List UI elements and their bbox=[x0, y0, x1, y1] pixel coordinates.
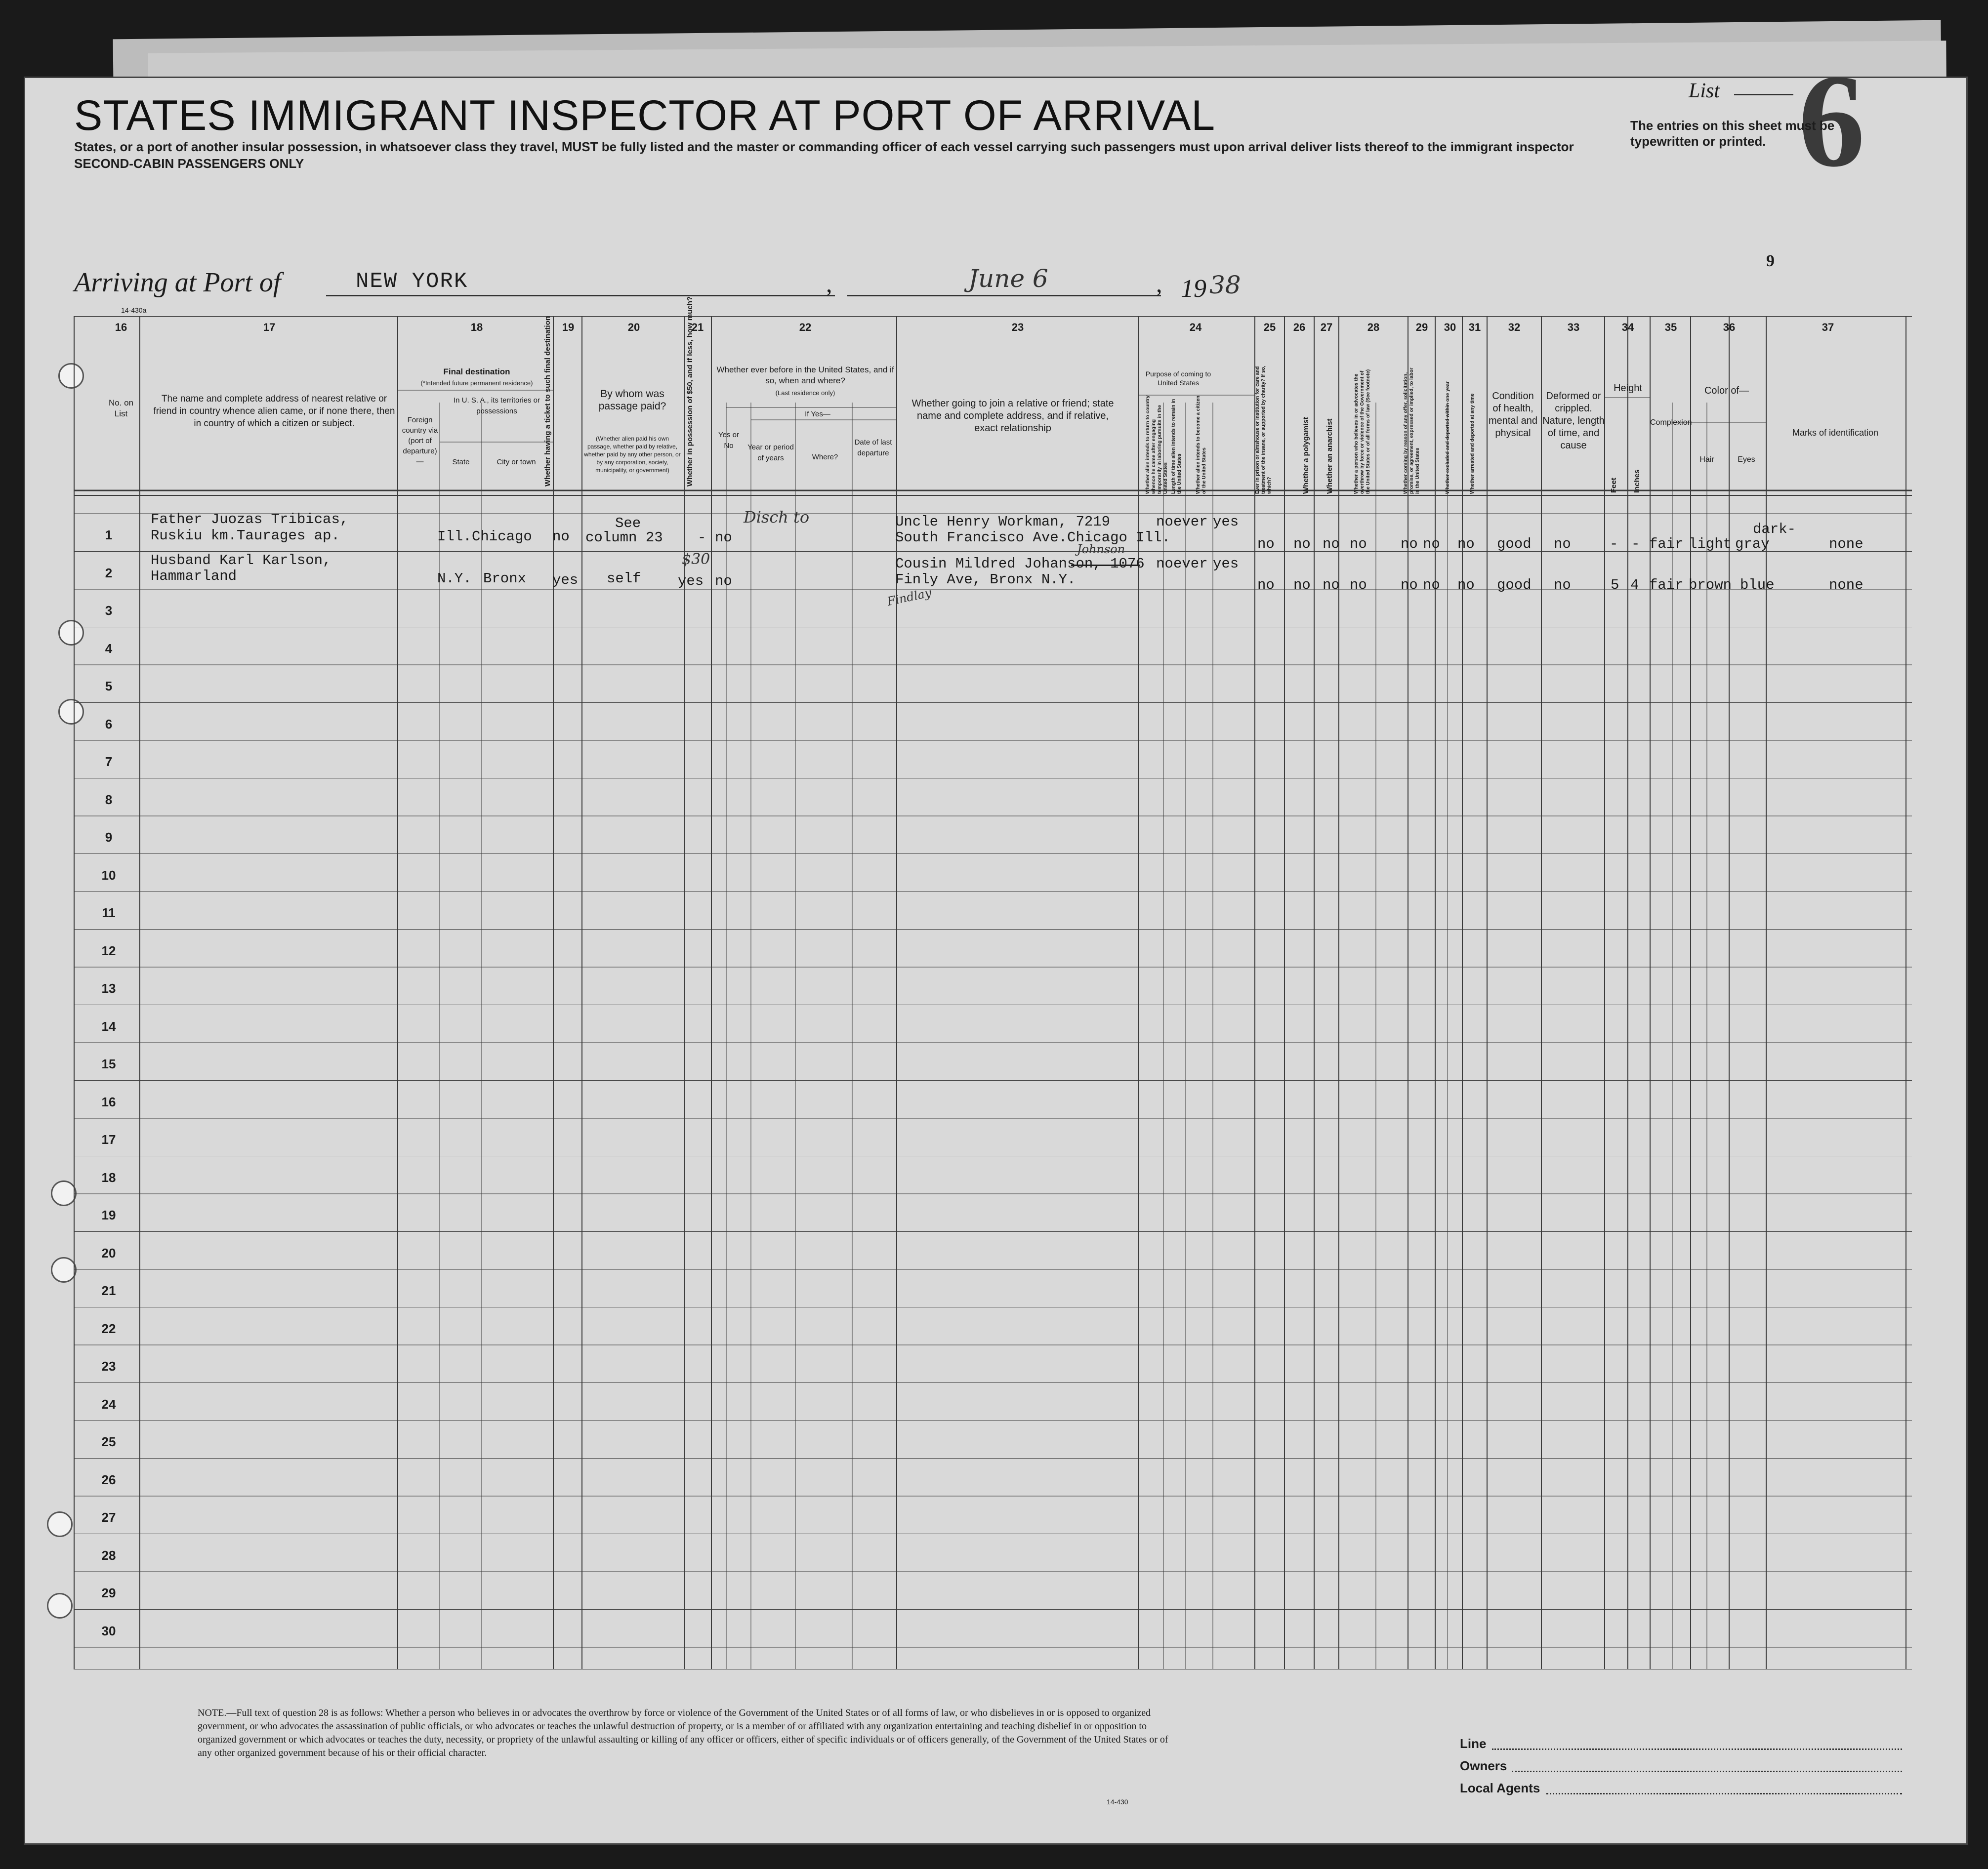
entry-1-deformed: no bbox=[1554, 536, 1571, 552]
column-number: 34 bbox=[1621, 321, 1634, 333]
header-ticket: Whether having a ticket to such final destination bbox=[543, 316, 552, 487]
header-year: Year or period of years bbox=[747, 443, 794, 462]
entry-2-money: yes bbox=[678, 573, 704, 589]
header-excluded: Whether excluded and deported within one year bbox=[1445, 381, 1450, 494]
date-underline bbox=[847, 295, 1161, 296]
row-number: 20 bbox=[101, 1245, 116, 1260]
entry-2-inches: 4 bbox=[1630, 577, 1639, 593]
header-deported: Whether arrested and deported at any time bbox=[1470, 393, 1475, 494]
row-number: 2 bbox=[105, 565, 113, 580]
entry-2-deported: no bbox=[1457, 577, 1475, 593]
entry-2-deformed: no bbox=[1554, 577, 1571, 593]
instructions-line: States, or a port of another insular possession, in whatsoever class they travel, MUST be fully listed and the master or commanding officer of each vessel carrying such passengers must upon arrival deliver lists thereof to the immigrant inspector bbox=[74, 139, 1574, 154]
header-deformed: Deformed or crippled. Nature, length of time, and cause bbox=[1542, 391, 1605, 451]
entry-2-anarchist: no bbox=[1323, 577, 1340, 593]
header-purpose-remain: Length of time alien intends to remain in the United States bbox=[1171, 399, 1182, 494]
entry-2-passage: self bbox=[607, 570, 641, 587]
entry-1-eyes: dark- bbox=[1753, 521, 1796, 537]
column-number: 29 bbox=[1415, 321, 1428, 333]
entry-1-offer: no bbox=[1401, 536, 1418, 552]
entry-2-return: no bbox=[1156, 556, 1173, 572]
entry-2-eyes: blue bbox=[1740, 577, 1775, 593]
header-usa: In U. S. A., its territories or possessions bbox=[453, 396, 540, 415]
column-number: 16 bbox=[115, 321, 127, 333]
header-height: Height bbox=[1614, 383, 1642, 394]
header-marks: Marks of identification bbox=[1792, 428, 1879, 438]
instructions-text bbox=[74, 138, 1606, 172]
column-number: 20 bbox=[627, 321, 640, 333]
entry-1-health: good bbox=[1497, 536, 1532, 552]
header-before-us: Whether ever before in the United States, and if so, when and where? bbox=[716, 365, 894, 385]
row-number: 22 bbox=[101, 1321, 116, 1336]
header-before-us-note: (Last residence only) bbox=[775, 389, 835, 397]
row-number: 1 bbox=[105, 528, 113, 542]
header-offer: Whether coming by reason of any offer, solicitation, promise, or agreement, expressed or implied, to labor in the United States bbox=[1403, 367, 1420, 494]
list-note: The entries on this sheet must be typewritten or printed. bbox=[1630, 118, 1835, 149]
entry-2-join-correction: Johnson bbox=[1077, 542, 1125, 556]
entry-1-passage-2: column 23 bbox=[585, 529, 663, 546]
row-number: 5 bbox=[105, 679, 113, 693]
column-number: 26 bbox=[1293, 321, 1306, 333]
header-foreign-country: Foreign country via (port of departure)— bbox=[402, 416, 438, 466]
year-prefix: 19 bbox=[1181, 275, 1206, 303]
row-number: 14 bbox=[101, 1018, 116, 1034]
row-number: 8 bbox=[105, 792, 113, 807]
column-number: 23 bbox=[1011, 321, 1024, 333]
row-number: 9 bbox=[105, 830, 113, 845]
page-title: STATES IMMIGRANT INSPECTOR AT PORT OF ARRIVAL bbox=[74, 92, 1216, 139]
header-purpose-return: Whether alien intends to return to country whence he came after engaging temporarily in laboring pursuits in the United States bbox=[1145, 395, 1168, 494]
entry-1-before-note: Disch to bbox=[744, 508, 810, 527]
header-purpose-citizen: Whether alien intends to become a citizen of the United States bbox=[1196, 396, 1207, 494]
column-number: 31 bbox=[1468, 321, 1481, 333]
entry-1-excluded: no bbox=[1423, 536, 1440, 552]
header-city: City or town bbox=[497, 458, 536, 466]
header-eyes: Eyes bbox=[1738, 455, 1755, 464]
entry-2-before-us: no bbox=[715, 573, 732, 589]
row-number: 12 bbox=[101, 943, 116, 958]
entry-1-remain: ever bbox=[1173, 514, 1208, 530]
row-number: 19 bbox=[101, 1208, 116, 1222]
entry-1-before-us: no bbox=[715, 529, 732, 546]
header-passage-paid: By whom was passage paid? bbox=[598, 388, 666, 412]
comma: , bbox=[1156, 270, 1162, 297]
entry-1-money: - bbox=[698, 529, 706, 546]
entry-2-offer: no bbox=[1401, 577, 1418, 593]
column-number: 36 bbox=[1723, 321, 1736, 333]
header-no-on-list: No. on List bbox=[108, 398, 134, 418]
row-number: 27 bbox=[101, 1510, 116, 1525]
row-number: 3 bbox=[105, 603, 113, 618]
port-underline bbox=[326, 295, 835, 296]
entry-1-join-address: South Francisco Ave.Chicago Ill. bbox=[895, 529, 1170, 546]
footer-form-number: 14-430 bbox=[1107, 1798, 1128, 1806]
column-number: 32 bbox=[1508, 321, 1521, 333]
arrival-year: 38 bbox=[1209, 271, 1241, 299]
entry-2-hair: brown bbox=[1689, 577, 1732, 593]
form-number: 14-430a bbox=[121, 306, 147, 314]
list-number: 6 bbox=[1798, 47, 1865, 195]
header-state: State bbox=[452, 458, 470, 466]
column-number: 33 bbox=[1567, 321, 1580, 333]
entry-1-inches: - bbox=[1631, 536, 1640, 552]
entry-1-eyes-2: gray bbox=[1735, 536, 1770, 552]
row-number: 23 bbox=[101, 1359, 116, 1374]
entry-2-remain: ever bbox=[1173, 556, 1208, 572]
row-number: 24 bbox=[101, 1396, 116, 1412]
entry-1-overthrow: no bbox=[1350, 536, 1367, 552]
list-underline bbox=[1734, 94, 1793, 95]
entry-1-state: Ill. bbox=[437, 528, 472, 545]
row-number: 17 bbox=[101, 1132, 116, 1147]
entry-2-ticket: yes bbox=[552, 572, 579, 588]
entry-1-relative-address: Ruskiu km.Taurages ap. bbox=[151, 528, 340, 544]
row-number: 4 bbox=[105, 641, 113, 656]
comma: , bbox=[826, 270, 832, 297]
entry-2-overthrow: no bbox=[1350, 577, 1367, 593]
row-number: 25 bbox=[101, 1434, 116, 1449]
column-number: 24 bbox=[1189, 321, 1202, 333]
header-where: Where? bbox=[812, 453, 838, 461]
header-prison: Ever in prison or almshouse or institution for care and treatment of the insane, or supported by charity? If so, which? bbox=[1255, 366, 1272, 494]
column-number: 28 bbox=[1367, 321, 1380, 333]
header-relative: The name and complete address of nearest relative or friend in country whence alien came, or if none there, then in country of which a citizen or subject. bbox=[153, 394, 395, 429]
local-agents-field bbox=[1546, 1793, 1902, 1794]
row-number: 10 bbox=[101, 867, 116, 883]
entry-2-relative: Husband Karl Karlson, bbox=[151, 552, 331, 569]
header-last-departure: Date of last departure bbox=[854, 438, 892, 457]
entry-2-city: Bronx bbox=[483, 570, 527, 587]
header-join-relative: Whether going to join a relative or friend; state name and complete address, and if relative, exact relationship bbox=[911, 398, 1114, 434]
entry-2-health: good bbox=[1497, 577, 1532, 593]
header-passage-note: (Whether alien paid his own passage, whether paid by relative, whether paid by any other person, or by any corporation, society, municipality, or government) bbox=[584, 435, 681, 474]
entry-2-complexion: fair bbox=[1649, 577, 1684, 593]
list-label: List bbox=[1689, 80, 1720, 102]
row-number: 7 bbox=[105, 754, 113, 769]
line-label: Line bbox=[1460, 1736, 1487, 1751]
header-purpose: Purpose of coming to United States bbox=[1145, 370, 1211, 387]
arriving-label: Arriving at Port of bbox=[74, 267, 281, 298]
row-number: 28 bbox=[101, 1547, 116, 1563]
owners-field bbox=[1512, 1771, 1902, 1772]
entry-2-feet: 5 bbox=[1611, 577, 1619, 593]
row-number: 26 bbox=[101, 1472, 116, 1487]
entry-2-address-correction: Findlay bbox=[886, 585, 933, 609]
column-number: 21 bbox=[691, 321, 704, 333]
entry-1-complexion: fair bbox=[1649, 536, 1684, 552]
header-yes-no: Yes or No bbox=[718, 431, 739, 450]
header-complexion: Complexion bbox=[1650, 418, 1692, 427]
column-number: 17 bbox=[263, 321, 276, 333]
entry-1-anarchist: no bbox=[1323, 536, 1340, 552]
entry-2-money-note: $30 bbox=[682, 551, 710, 568]
column-number: 30 bbox=[1444, 321, 1456, 333]
entry-1-hair: light bbox=[1689, 536, 1732, 552]
line-field bbox=[1492, 1748, 1902, 1750]
entry-1-city: Chicago bbox=[472, 528, 532, 545]
local-agents-label: Local Agents bbox=[1460, 1781, 1540, 1795]
column-number: 22 bbox=[799, 321, 812, 333]
header-feet: Feet bbox=[1610, 478, 1618, 493]
column-number: 19 bbox=[562, 321, 575, 333]
entry-1-join: Uncle Henry Workman, 7219 bbox=[895, 514, 1111, 530]
header-final-destination-note: (*Intended future permanent residence) bbox=[420, 379, 533, 387]
header-final-destination: Final destination bbox=[443, 367, 510, 376]
entry-2-citizen: yes bbox=[1213, 556, 1239, 572]
entry-1-passage: See bbox=[615, 515, 641, 531]
column-number: 18 bbox=[470, 321, 483, 333]
column-number: 25 bbox=[1263, 321, 1276, 333]
second-cabin-label: SECOND-CABIN PASSENGERS ONLY bbox=[74, 156, 304, 171]
header-hair: Hair bbox=[1699, 455, 1714, 464]
entry-2-polygamist: no bbox=[1293, 577, 1311, 593]
row-number: 30 bbox=[101, 1623, 116, 1638]
header-money: Whether in possession of $50, and if less, how much? bbox=[686, 296, 694, 487]
entry-2-join-address: Finly Ave, Bronx N.Y. bbox=[895, 571, 1076, 588]
entry-2-prison: no bbox=[1257, 577, 1275, 593]
entry-1-marks: none bbox=[1829, 536, 1864, 552]
footnote: NOTE.—Full text of question 28 is as follows: Whether a person who believes in or advocates the overthrow by force or violence of the Government of the United States or of all forms of law, or who disbelieves in or is opposed to organized government, or who advocates the assassination of public officials, or who advocates or teaches the unlawful destruction of property, or is a member of or affiliated with any organization entertaining and teaching disbelief in or opposition to organized government or which advocates or teaches the duty, necessity, or propriety of the unlawful assaulting or killing of any officer or officers, either of specific individuals or of officers generally, of the Government of the United States or of any other organized government because of his or their official character. bbox=[198, 1707, 1168, 1758]
arrival-date: June 6 bbox=[968, 264, 1048, 293]
header-inches: Inches bbox=[1633, 469, 1641, 493]
entry-2-relative-address: Hammarland bbox=[151, 568, 237, 584]
row-number: 15 bbox=[101, 1056, 116, 1071]
entry-1-prison: no bbox=[1257, 536, 1275, 552]
header-if-yes: If Yes— bbox=[805, 410, 830, 418]
entry-2-join-strike bbox=[1071, 565, 1140, 566]
header-health: Condition of health, mental and physical bbox=[1489, 391, 1537, 439]
row-number: 16 bbox=[101, 1094, 116, 1109]
entry-2-join: Cousin Mildred Johanson, 1076 bbox=[895, 556, 1145, 572]
row-number: 6 bbox=[105, 716, 113, 731]
entry-1-return: no bbox=[1156, 514, 1173, 530]
row-number: 13 bbox=[101, 981, 116, 996]
entry-1-citizen: yes bbox=[1213, 514, 1239, 530]
entry-1-relative: Father Juozas Tribicas, bbox=[151, 511, 349, 528]
entry-2-excluded: no bbox=[1423, 577, 1440, 593]
column-number: 35 bbox=[1664, 321, 1677, 333]
port-value: NEW YORK bbox=[356, 269, 468, 294]
row-number: 29 bbox=[101, 1585, 116, 1600]
entry-1-ticket: no bbox=[552, 528, 570, 545]
header-polygamist: Whether a polygamist bbox=[1302, 417, 1310, 494]
header-overthrow: Whether a person who believes in or advocates the overthrow by force or violence of the Government of the United States or of all forms of law (See footnote) bbox=[1354, 369, 1371, 494]
entry-1-polygamist: no bbox=[1293, 536, 1311, 552]
header-color-of: Color of— bbox=[1704, 385, 1749, 396]
owners-label: Owners bbox=[1460, 1758, 1507, 1773]
entry-2-marks: none bbox=[1829, 577, 1864, 593]
entry-1-deported: no bbox=[1457, 536, 1475, 552]
row-number: 18 bbox=[101, 1170, 116, 1185]
header-anarchist: Whether an anarchist bbox=[1325, 418, 1334, 494]
entry-1-feet: - bbox=[1610, 536, 1618, 552]
page-number: 9 bbox=[1766, 252, 1775, 270]
column-number: 27 bbox=[1320, 321, 1333, 333]
column-number: 37 bbox=[1822, 321, 1834, 333]
row-number: 21 bbox=[101, 1283, 116, 1298]
entry-2-state: N.Y. bbox=[437, 570, 472, 587]
row-number: 11 bbox=[102, 905, 116, 920]
